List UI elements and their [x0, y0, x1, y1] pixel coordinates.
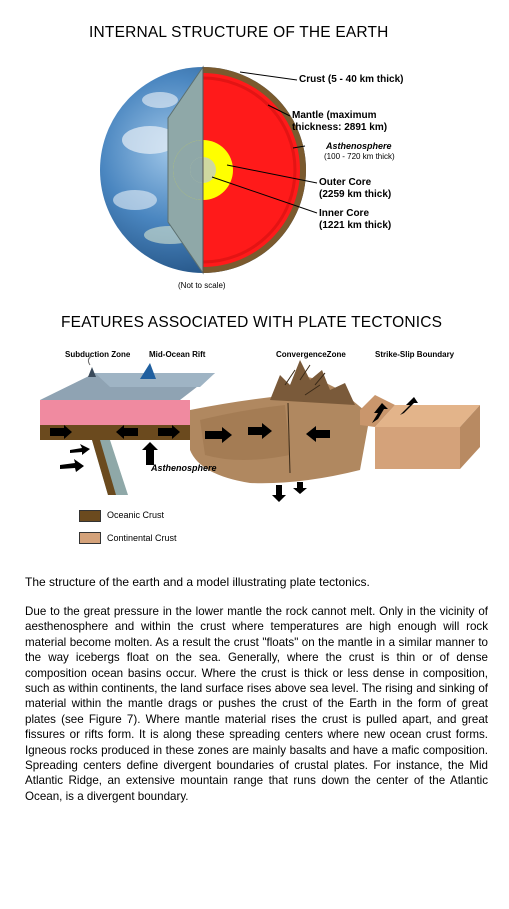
mid-ocean-rift-label: Mid-Ocean Rift — [149, 350, 206, 359]
scale-note: (Not to scale) — [178, 281, 226, 290]
subduction-zone-label: Subduction Zone — [65, 350, 131, 359]
mantle-label-line1: Mantle (maximum — [292, 110, 377, 121]
asthenosphere-range-label: (100 - 720 km thick) — [324, 152, 395, 161]
legend-swatch-oceanic — [79, 510, 101, 522]
plate-tectonics-title: FEATURES ASSOCIATED WITH PLATE TECTONICS — [61, 314, 443, 331]
plate-asthenosphere-label: Asthenosphere — [151, 463, 217, 473]
legend-label-oceanic: Oceanic Crust — [107, 510, 165, 520]
crust-label: Crust (5 - 40 km thick) — [299, 74, 404, 85]
figure-caption: The structure of the earth and a model illustrating plate tectonics. — [25, 575, 370, 589]
inner-core-label-line2: (1221 km thick) — [319, 220, 392, 231]
mantle-label-line2: thickness: 2891 km) — [292, 122, 388, 133]
body-paragraph: Due to the great pressure in the lower mantle the rock cannot melt. Only in the vicinity of aesthenosphere and within the crust where temperatures are high enough will rock material become molten. As a result the crust "floats" on the mantle in a similar manner to the way icebergs float on the sea. Generally, where the crust is thin or of dense composition ocean basins occur. Where the crust is thick or less dense in composition, such as within continents, the land surface rises above sea level. The rising and sinking of material within the mantle drags or pushes the crust of the Earth in the form of great plates (see Figure 7). Where mantle material rises the crust is pulled apart, and great fissures or rifts form. It is along these spreading centers where new ocean crust forms. Igneous rocks produced in these zones are mainly basalts and have a mafic composition. Spreading centers define divergent boundaries of crustal plates. For instance, the Mid Atlantic Ridge, an extensive mountain range that runs down the center of the Atlantic Ocean, is a divergent boundary. — [25, 605, 488, 803]
legend-swatch-continental — [79, 532, 101, 544]
outer-core-label-line2: (2259 km thick) — [319, 189, 392, 200]
plate-tectonics-block-diagram — [0, 355, 509, 505]
earth-cross-section — [0, 0, 509, 300]
convergence-zone-label: ConvergenceZone — [276, 350, 346, 359]
inner-core-label-line1: Inner Core — [319, 208, 370, 219]
legend-label-continental: Continental Crust — [107, 533, 177, 543]
outer-core-label-line1: Outer Core — [319, 177, 372, 188]
asthenosphere-label: Asthenosphere — [326, 141, 392, 151]
earth-structure-title: INTERNAL STRUCTURE OF THE EARTH — [89, 24, 389, 41]
strike-slip-label: Strike-Slip Boundary — [375, 350, 455, 359]
